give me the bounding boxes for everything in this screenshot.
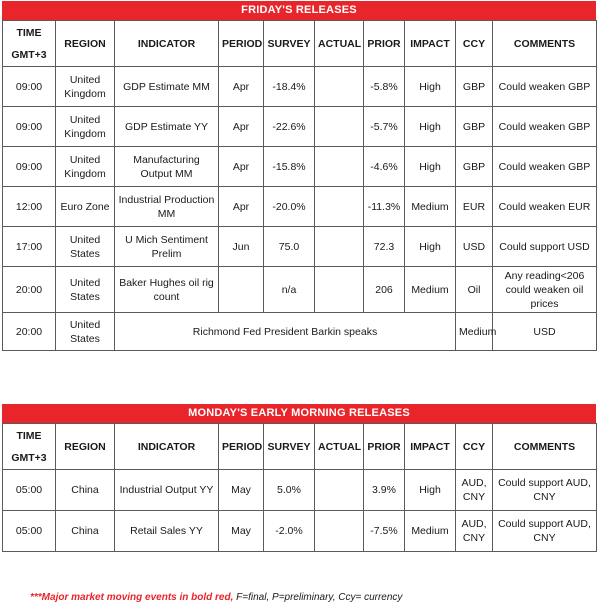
- cell-region: Euro Zone: [56, 187, 115, 227]
- cell-ccy: USD: [493, 313, 597, 351]
- friday-releases-table: [2, 20, 597, 351]
- table-row: [3, 67, 597, 107]
- cell-survey: n/a: [264, 267, 315, 313]
- header-prior: PRIOR: [364, 21, 405, 67]
- cell-prior: -7.5%: [364, 511, 405, 552]
- cell-actual: [315, 147, 364, 187]
- cell-event: Richmond Fed President Barkin speaks: [115, 313, 456, 351]
- table-row: [3, 267, 597, 313]
- monday-releases-table: [2, 423, 597, 552]
- cell-ccy: GBP: [456, 67, 493, 107]
- cell-prior: -4.6%: [364, 147, 405, 187]
- cell-survey: 75.0: [264, 227, 315, 267]
- cell-indicator: Baker Hughes oil rig count: [115, 267, 219, 313]
- cell-comments: Any reading<206 could weaken oil prices: [493, 267, 597, 313]
- cell-comments: Could support AUD, CNY: [493, 511, 597, 552]
- cell-survey: 5.0%: [264, 470, 315, 511]
- cell-period: Apr: [219, 187, 264, 227]
- header-survey: SURVEY: [264, 424, 315, 470]
- footnote-major-events: ***Major market moving events in bold red,: [30, 592, 234, 603]
- cell-impact: High: [405, 107, 456, 147]
- cell-impact: High: [405, 470, 456, 511]
- cell-impact: Medium: [456, 313, 493, 351]
- cell-comments: Could weaken GBP: [493, 67, 597, 107]
- cell-period: [219, 267, 264, 313]
- cell-period: Apr: [219, 107, 264, 147]
- cell-region: United States: [56, 267, 115, 313]
- cell-indicator: Industrial Output YY: [115, 470, 219, 511]
- cell-actual: [315, 107, 364, 147]
- header-time: TIME GMT+3: [3, 21, 56, 67]
- cell-comments: Could support USD: [493, 227, 597, 267]
- friday-releases-section: [2, 1, 596, 351]
- header-region: REGION: [56, 424, 115, 470]
- cell-indicator: U Mich Sentiment Prelim: [115, 227, 219, 267]
- cell-time: 20:00: [3, 267, 56, 313]
- cell-period: May: [219, 470, 264, 511]
- cell-actual: [315, 67, 364, 107]
- cell-comments: Could weaken GBP: [493, 107, 597, 147]
- header-survey: SURVEY: [264, 21, 315, 67]
- header-indicator: INDICATOR: [115, 424, 219, 470]
- footnote: [30, 592, 402, 603]
- cell-region: United Kingdom: [56, 107, 115, 147]
- monday-releases-title: MONDAY'S EARLY MORNING RELEASES: [2, 404, 596, 423]
- monday-releases-section: [2, 404, 596, 552]
- header-prior: PRIOR: [364, 424, 405, 470]
- monday-header-row: [3, 424, 597, 470]
- footnote-legend: F=final, P=preliminary, Ccy= currency: [233, 592, 403, 603]
- table-row: [3, 107, 597, 147]
- friday-releases-title: FRIDAY'S RELEASES: [2, 1, 596, 20]
- cell-indicator: Industrial Production MM: [115, 187, 219, 227]
- cell-ccy: GBP: [456, 107, 493, 147]
- table-row: [3, 511, 597, 552]
- cell-prior: 72.3: [364, 227, 405, 267]
- cell-time: 05:00: [3, 470, 56, 511]
- cell-indicator: GDP Estimate MM: [115, 67, 219, 107]
- header-actual: ACTUAL: [315, 21, 364, 67]
- cell-prior: -11.3%: [364, 187, 405, 227]
- table-row: [3, 187, 597, 227]
- cell-period: Apr: [219, 147, 264, 187]
- header-time: TIME GMT+3: [3, 424, 56, 470]
- header-region: REGION: [56, 21, 115, 67]
- header-impact: IMPACT: [405, 424, 456, 470]
- cell-time: 12:00: [3, 187, 56, 227]
- cell-period: May: [219, 511, 264, 552]
- cell-comments: Could weaken GBP: [493, 147, 597, 187]
- header-comments: COMMENTS: [493, 424, 597, 470]
- cell-comments: Could support AUD, CNY: [493, 470, 597, 511]
- header-actual: ACTUAL: [315, 424, 364, 470]
- cell-time: 09:00: [3, 147, 56, 187]
- header-comments: COMMENTS: [493, 21, 597, 67]
- cell-ccy: AUD, CNY: [456, 511, 493, 552]
- cell-actual: [315, 267, 364, 313]
- cell-indicator: GDP Estimate YY: [115, 107, 219, 147]
- cell-time: 20:00: [3, 313, 56, 351]
- table-row: [3, 313, 597, 351]
- cell-survey: -15.8%: [264, 147, 315, 187]
- cell-ccy: GBP: [456, 147, 493, 187]
- cell-period: Apr: [219, 67, 264, 107]
- header-period: PERIOD: [219, 21, 264, 67]
- cell-impact: High: [405, 227, 456, 267]
- cell-prior: 206: [364, 267, 405, 313]
- cell-ccy: USD: [456, 227, 493, 267]
- cell-region: United Kingdom: [56, 147, 115, 187]
- cell-actual: [315, 187, 364, 227]
- cell-region: China: [56, 511, 115, 552]
- cell-time: 09:00: [3, 67, 56, 107]
- cell-indicator: Manufacturing Output MM: [115, 147, 219, 187]
- cell-time: 09:00: [3, 107, 56, 147]
- cell-survey: -22.6%: [264, 107, 315, 147]
- cell-survey: -18.4%: [264, 67, 315, 107]
- cell-region: China: [56, 470, 115, 511]
- cell-prior: 3.9%: [364, 470, 405, 511]
- cell-ccy: EUR: [456, 187, 493, 227]
- cell-region: United States: [56, 313, 115, 351]
- cell-time: 05:00: [3, 511, 56, 552]
- header-ccy: CCY: [456, 21, 493, 67]
- cell-impact: High: [405, 147, 456, 187]
- cell-actual: [315, 511, 364, 552]
- cell-impact: Medium: [405, 511, 456, 552]
- cell-actual: [315, 227, 364, 267]
- header-ccy: CCY: [456, 424, 493, 470]
- cell-impact: Medium: [405, 267, 456, 313]
- cell-prior: -5.7%: [364, 107, 405, 147]
- cell-comments: Could weaken EUR: [493, 187, 597, 227]
- cell-survey: -20.0%: [264, 187, 315, 227]
- cell-ccy: AUD, CNY: [456, 470, 493, 511]
- cell-period: Jun: [219, 227, 264, 267]
- cell-actual: [315, 470, 364, 511]
- cell-survey: -2.0%: [264, 511, 315, 552]
- cell-prior: -5.8%: [364, 67, 405, 107]
- cell-time: 17:00: [3, 227, 56, 267]
- cell-indicator: Retail Sales YY: [115, 511, 219, 552]
- cell-impact: High: [405, 67, 456, 107]
- cell-region: United States: [56, 227, 115, 267]
- table-row: [3, 147, 597, 187]
- cell-ccy: Oil: [456, 267, 493, 313]
- cell-impact: Medium: [405, 187, 456, 227]
- table-row: [3, 227, 597, 267]
- header-impact: IMPACT: [405, 21, 456, 67]
- header-indicator: INDICATOR: [115, 21, 219, 67]
- header-period: PERIOD: [219, 424, 264, 470]
- cell-region: United Kingdom: [56, 67, 115, 107]
- friday-header-row: [3, 21, 597, 67]
- table-row: [3, 470, 597, 511]
